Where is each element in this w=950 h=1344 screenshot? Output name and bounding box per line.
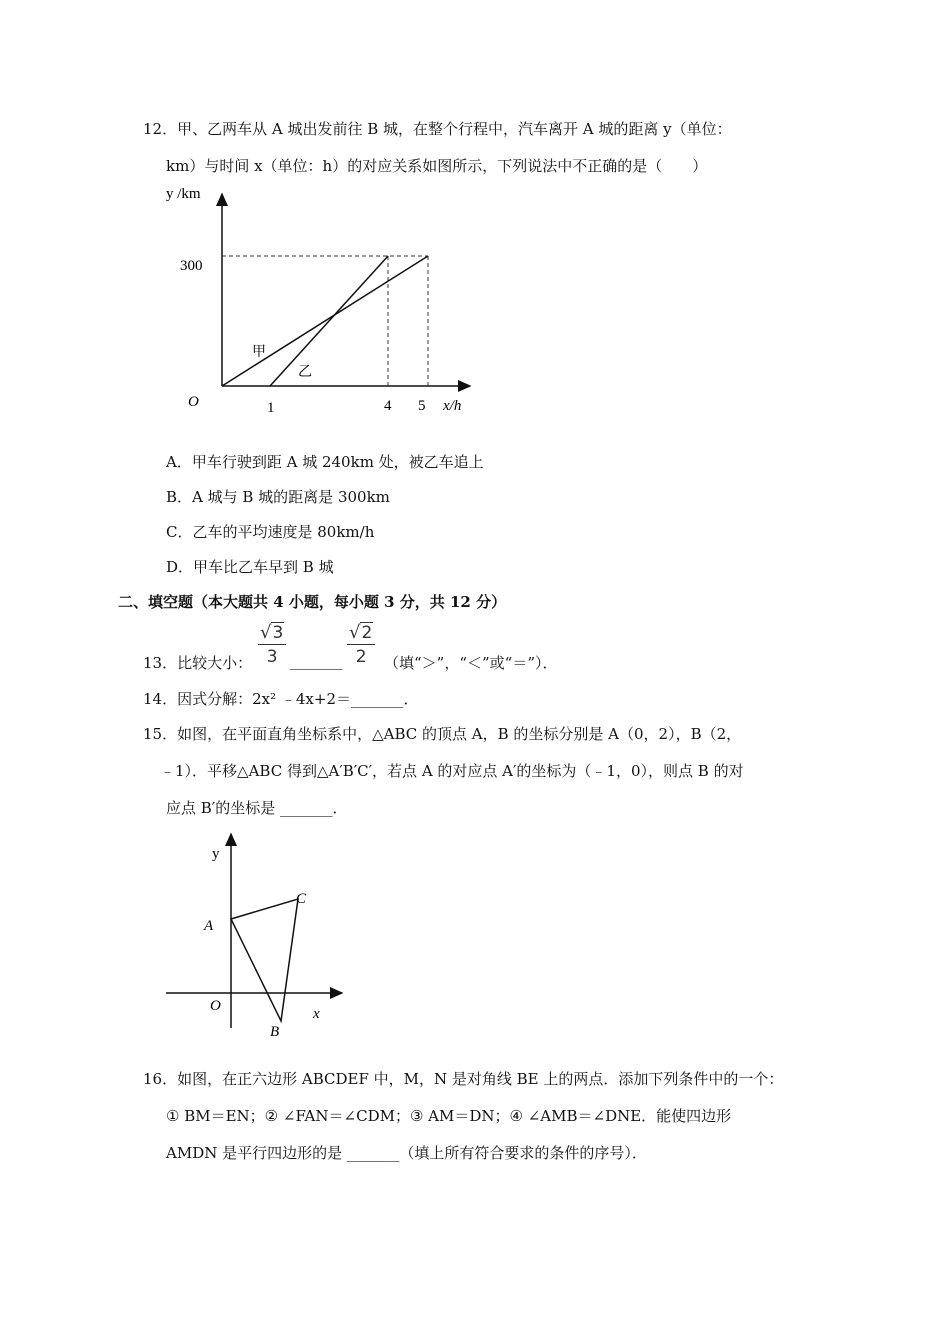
q15-line-1: 15．如图，在平面直角坐标系中，△ABC 的顶点 A，B 的坐标分别是 A（0，2），B（2， xyxy=(143,725,742,743)
line-jia xyxy=(222,256,428,386)
line-jia-label: 甲 xyxy=(252,345,266,360)
origin-label: O xyxy=(188,394,199,410)
y-tick-300: 300 xyxy=(180,258,203,274)
q12-line-1: 12．甲、乙两车从 A 城出发前往 B 城，在整个行程中，汽车离开 A 城的距离 y（单位： xyxy=(143,120,732,138)
q16-line-1: 16．如图，在正六边形 ABCDEF 中，M，N 是对角线 BE 上的两点．添加下列条件中的一个： xyxy=(143,1070,784,1088)
q13-fraction-2: $\frac{√2}{2}$ xyxy=(347,622,375,667)
q14-text: 14．因式分解：2x² ﹣4x+2＝_______． xyxy=(143,690,419,708)
y-axis-label: y /km xyxy=(166,186,201,202)
q16-line-3: AMDN 是平行四边形的是 _______（填上所有符合要求的条件的序号）． xyxy=(166,1144,647,1162)
origin-label: O xyxy=(210,998,221,1014)
q13-fraction-1: $\frac{√3}{3}$ xyxy=(258,622,286,667)
line-yi xyxy=(270,256,388,386)
q15-line-3: 应点 B′的坐标是 _______． xyxy=(166,799,348,817)
q12-option-c: C．乙车的平均速度是 80km/h xyxy=(166,523,375,541)
line-yi-label: 乙 xyxy=(298,365,312,380)
q16-line-2: ① BM＝EN；② ∠FAN＝∠CDM；③ AM＝DN；④ ∠AMB＝∠DNE．能使四边形 xyxy=(166,1107,732,1125)
q12-option-d: D．甲车比乙车早到 B 城 xyxy=(166,558,334,576)
q15-coordinate-figure xyxy=(160,828,360,1048)
section-2-heading: 二、填空题（本大题共 4 小题，每小题 3 分，共 12 分） xyxy=(118,593,507,611)
q13-frac1-radicand: 3 xyxy=(272,623,284,643)
x-axis-label: x xyxy=(313,1006,320,1022)
q13-prefix: 13．比较大小： xyxy=(143,654,253,672)
q12-line-2: km）与时间 x（单位：h）的对应关系如图所示，下列说法中不正确的是（ ） xyxy=(166,157,708,175)
q13-frac2-radicand: 2 xyxy=(361,623,373,643)
q13-blank: _______ xyxy=(290,652,343,670)
q13-frac2-denominator: 2 xyxy=(355,647,367,667)
point-c-label: C xyxy=(296,891,307,907)
q15-line-2: ﹣1）．平移△ABC 得到△A′B′C′，若点 A 的对应点 A′的坐标为（﹣1，0），则点 B 的对 xyxy=(160,762,744,780)
q13-frac1-denominator: 3 xyxy=(266,647,278,667)
x-tick-4: 4 xyxy=(384,398,392,414)
point-b-label: B xyxy=(270,1024,280,1040)
point-a-label: A xyxy=(204,918,214,934)
q12-option-a: A．甲车行驶到距 A 城 240km 处，被乙车追上 xyxy=(166,453,484,471)
triangle-abc xyxy=(231,899,298,1021)
y-axis-label: y xyxy=(212,846,220,862)
q13-suffix: （填“＞”，“＜”或“＝”）． xyxy=(384,654,558,672)
q12-option-b: B．A 城与 B 城的距离是 300km xyxy=(166,488,390,506)
x-tick-1: 1 xyxy=(267,400,275,416)
x-tick-5: 5 xyxy=(418,398,426,414)
x-axis-label: x/h xyxy=(443,398,462,414)
q12-distance-time-graph xyxy=(160,180,490,420)
